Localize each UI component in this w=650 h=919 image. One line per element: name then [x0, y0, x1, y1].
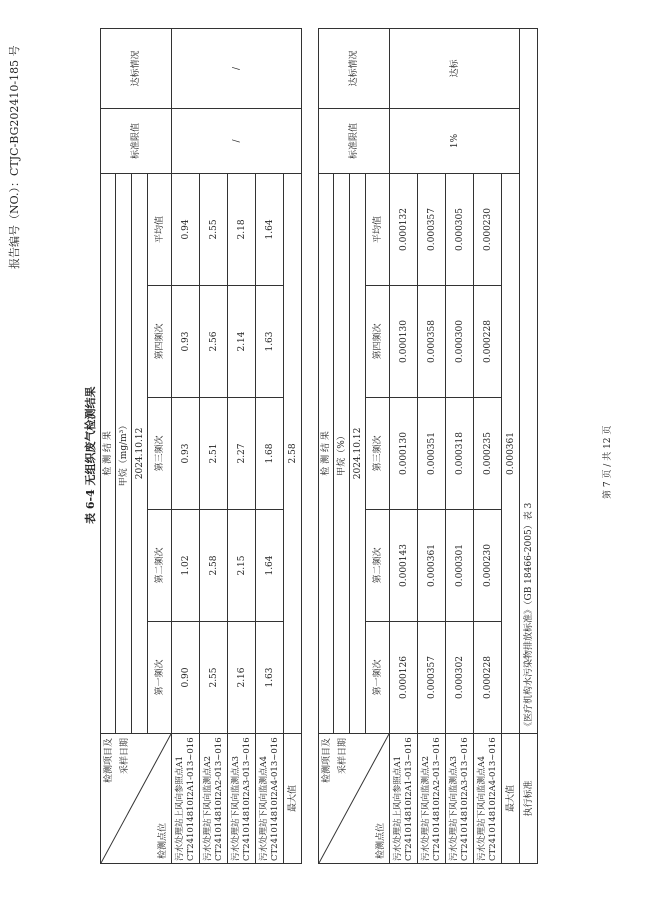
header-point-label: 检测点位 [376, 822, 386, 859]
header-date-label: 采样日期 [120, 738, 130, 775]
value-cell: 0.93 [172, 286, 200, 398]
report-number: 报告编号（NO.）：CTJC-BG202410-185 号 [8, 45, 21, 269]
table-row [172, 28, 200, 863]
point-cell: 污水处理站上风向参照点A1 CT241014810I2A1-013~016 [390, 734, 418, 864]
value-cell: 1.63 [256, 622, 284, 734]
max-label: 最大值 [284, 734, 302, 864]
point-cell: 污水处理站下风向监测点A4 CT241014810I2A4-013~016 [256, 734, 284, 864]
avg-cell: 1.64 [256, 173, 284, 285]
value-cell: 0.000301 [446, 510, 474, 622]
status-cell: / [172, 28, 302, 108]
value-cell: 0.000357 [418, 622, 446, 734]
point-cell: 污水处理站下风向监测点A3 CT241014810I2A3-013~016 [228, 734, 256, 864]
standard-label: 执行标准 [520, 734, 538, 864]
max-value: 2.58 [284, 173, 302, 733]
value-cell: 0.000228 [474, 286, 502, 398]
table-row [390, 28, 418, 863]
standard-value: 《医疗机构水污染物排放标准》（GB 18466-2005）表 3 [520, 28, 538, 733]
value-cell: 0.000126 [390, 622, 418, 734]
status-cell: 达标 [390, 28, 520, 108]
header-diagonal-cell [101, 734, 172, 864]
value-cell: 0.000351 [418, 398, 446, 510]
freq-1-header: 第一频次 [366, 622, 390, 734]
date-header: 2024.10.12 [350, 173, 366, 733]
value-cell: 0.000228 [474, 622, 502, 734]
value-cell: 0.000230 [474, 510, 502, 622]
value-cell: 0.90 [172, 622, 200, 734]
avg-header: 平均值 [366, 173, 390, 285]
avg-cell: 0.000230 [474, 173, 502, 285]
limit-cell: 1% [390, 108, 520, 173]
max-value: 0.000361 [502, 173, 520, 733]
table-caption: 表 6-4 无组织废气检测结果 [84, 386, 97, 524]
methane-percent-table [318, 28, 538, 864]
pollutant-header: 甲烷（%） [334, 173, 350, 733]
freq-1-header: 第一频次 [148, 622, 172, 734]
max-label: 最大值 [502, 734, 520, 864]
status-header: 达标情况 [101, 28, 172, 108]
point-cell: 污水处理站下风向监测点A4 CT241014810I2A4-013~016 [474, 734, 502, 864]
value-cell: 2.15 [228, 510, 256, 622]
value-cell: 0.000130 [390, 398, 418, 510]
avg-cell: 0.000305 [446, 173, 474, 285]
freq-4-header: 第四频次 [366, 286, 390, 398]
pollutant-header: 甲烷（mg/m³） [116, 173, 132, 733]
avg-header: 平均值 [148, 173, 172, 285]
value-cell: 2.16 [228, 622, 256, 734]
methane-mg-table [100, 28, 302, 864]
value-cell: 2.56 [200, 286, 228, 398]
avg-cell: 0.000132 [390, 173, 418, 285]
header-point-label: 检测点位 [158, 822, 168, 859]
value-cell: 0.000235 [474, 398, 502, 510]
standard-row [520, 28, 538, 863]
header-date-label: 采样日期 [338, 738, 348, 775]
limit-header: 标准限值 [101, 108, 172, 173]
value-cell: 0.000358 [418, 286, 446, 398]
freq-2-header: 第二频次 [366, 510, 390, 622]
value-cell: 2.14 [228, 286, 256, 398]
value-cell: 0.000300 [446, 286, 474, 398]
freq-3-header: 第三频次 [366, 398, 390, 510]
date-header: 2024.10.12 [132, 173, 148, 733]
freq-3-header: 第三频次 [148, 398, 172, 510]
result-header: 检 测 结 果 [101, 173, 116, 733]
status-header: 达标情况 [319, 28, 390, 108]
value-cell: 1.63 [256, 286, 284, 398]
result-header: 检 测 结 果 [319, 173, 334, 733]
limit-cell: / [172, 108, 302, 173]
point-cell: 污水处理站上风向参照点A1 CT241014810I2A1-013~016 [172, 734, 200, 864]
avg-cell: 2.18 [228, 173, 256, 285]
value-cell: 0.000361 [418, 510, 446, 622]
value-cell: 2.27 [228, 398, 256, 510]
header-diagonal-cell [319, 734, 390, 864]
avg-cell: 2.55 [200, 173, 228, 285]
value-cell: 2.55 [200, 622, 228, 734]
value-cell: 1.64 [256, 510, 284, 622]
value-cell: 2.58 [200, 510, 228, 622]
header-item-label: 检测项目及 [322, 738, 332, 784]
freq-4-header: 第四频次 [148, 286, 172, 398]
limit-header: 标准限值 [319, 108, 390, 173]
point-cell: 污水处理站下风向监测点A2 CT241014810I2A2-013~016 [200, 734, 228, 864]
avg-cell: 0.94 [172, 173, 200, 285]
freq-2-header: 第二频次 [148, 510, 172, 622]
value-cell: 0.93 [172, 398, 200, 510]
page-footer: 第 7 页 / 共 12 页 [603, 425, 613, 499]
value-cell: 2.51 [200, 398, 228, 510]
value-cell: 1.68 [256, 398, 284, 510]
header-item-label: 检测项目及 [104, 738, 114, 784]
value-cell: 0.000318 [446, 398, 474, 510]
value-cell: 0.000302 [446, 622, 474, 734]
point-cell: 污水处理站下风向监测点A3 CT241014810I2A3-013~016 [446, 734, 474, 864]
value-cell: 0.000130 [390, 286, 418, 398]
avg-cell: 0.000357 [418, 173, 446, 285]
value-cell: 0.000143 [390, 510, 418, 622]
point-cell: 污水处理站下风向监测点A2 CT241014810I2A2-013~016 [418, 734, 446, 864]
value-cell: 1.02 [172, 510, 200, 622]
